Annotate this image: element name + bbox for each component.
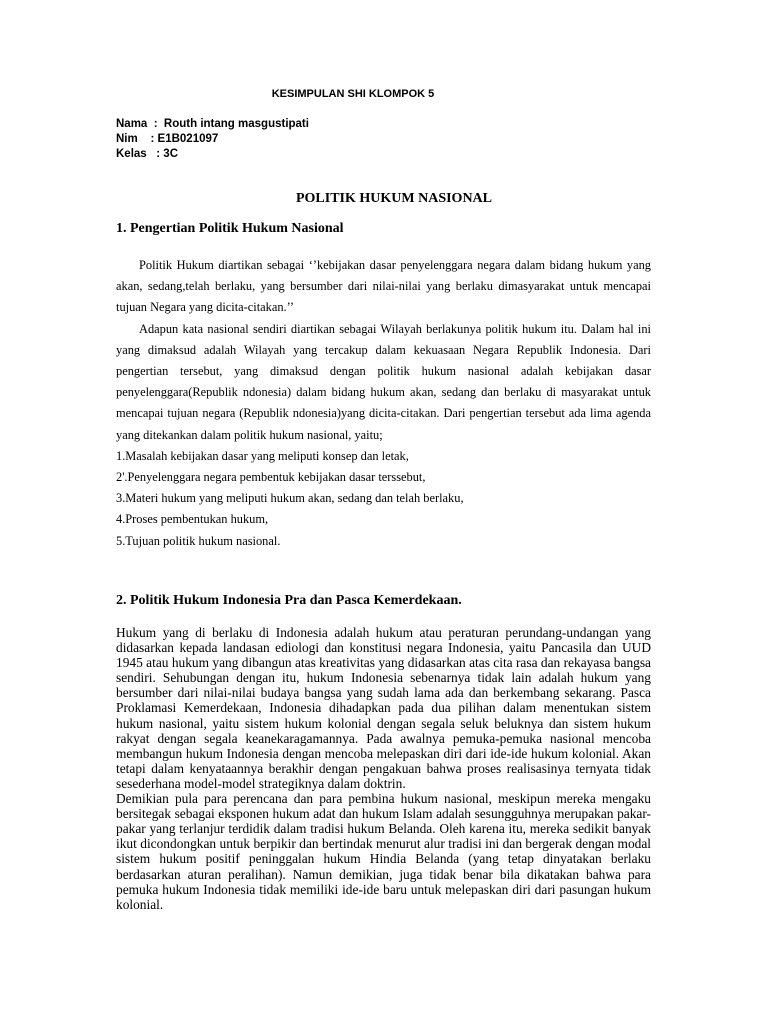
section2-paragraph: Hukum yang di berlaku di Indonesia adalah hukum atau peraturan perundang-undangan yang didasarkan kepada landasan ediologi dan konstitusi negara Indonesia, yaitu Pancasila dan UUD 1945 atau hukum yang dibangun atas kreativitas yang didasarkan atas cita rasa dan rekayasa bangsa sendiri. Sehubungan dengan itu, hukum Indonesia sebenarnya tidak lain adalah hukum yang bersumber dari nilai-nilai budaya bangsa yang sudah lama ada dan berkembang sekarang. Pasca Proklamasi Kemerdekaan, Indonesia dihadapkan pada dua pilihan dalam menentukan sistem hukum nasional, yaitu sistem hukum kolonial dengan segala seluk beluknya dan sistem hukum rakyat dengan segala keanekaragamannya. Pada awalnya pemuka-pemuka nasional mencoba membangun hukum Indonesia dengan mencoba melepaskan diri dari ide-ide hukum kolonial. Akan tetapi dalam kenyataannya berakhir dengan pengakuan bahwa proses realisasinya ternyata tidak sesederhana model-model strategiknya dalam doktrin. xyxy=(116,625,651,791)
section1-heading: 1. Pengertian Politik Hukum Nasional xyxy=(116,221,344,236)
document-title: KESIMPULAN SHI KLOMPOK 5 xyxy=(271,88,435,100)
main-title: POLITIK HUKUM NASIONAL xyxy=(295,191,493,206)
section1-body xyxy=(116,255,651,552)
list-item: 4.Proses pembentukan hukum, xyxy=(116,512,269,527)
section2-heading: 2. Politik Hukum Indonesia Pra dan Pasca Kemerdekaan. xyxy=(116,593,462,608)
author-name: Nama : Routh intang masgustipati xyxy=(116,118,309,130)
section2-body xyxy=(116,625,651,912)
list-item: 1.Masalah kebijakan dasar yang meliputi konsep dan letak, xyxy=(116,448,409,463)
list-item: 5.Tujuan politik hukum nasional. xyxy=(116,533,281,548)
section2-paragraph: Demikian pula para perencana dan para pembina hukum nasional, meskipun mereka mengaku bersitegak sebagai eksponen hukum adat dan hukum Islam adalah sesungguhnya merupakan pakar-pakar yang terlanjur terdidik dalam tradisi hukum Belanda. Oleh karena itu, mereka sedikit banyak ikut dicondongkan untuk berpikir dan bertindak menurut alur tradisi ini dan bergerak dengan modal sistem hukum positif peninggalan hukum Hindia Belanda (yang tetap dinyatakan berlaku berdasarkan aturan peralihan). Namun demikian, juga tidak benar bila dikatakan bahwa para pemuka hukum Indonesia tidak memiliki ide-ide baru untuk melepaskan diri dari pasungan hukum kolonial. xyxy=(116,791,651,912)
author-nim: Nim : E1B021097 xyxy=(116,133,219,145)
list-item: 3.Materi hukum yang meliputi hukum akan, sedang dan telah berlaku, xyxy=(116,491,464,506)
author-info xyxy=(116,117,309,162)
author-class: Kelas : 3C xyxy=(116,148,178,160)
section1-paragraph: Adapun kata nasional sendiri diartikan sebagai Wilayah berlakunya politik hukum itu. Dalam hal ini yang dimaksud adalah Wilayah yang tercakup dalam kekuasaan Negara Republik Indonesia. Dari pengertian tersebut, yang dimaksud dengan politik hukum nasional adalah kebijakan dasar penyelenggara(Republik ndonesia) dalam bidang hukum akan, sedang dan berlaku di masyarakat untuk mencapai tujuan negara (Republik ndonesia)yang dicita-citakan. Dari pengertian tersebut ada lima agenda yang ditekankan dalam politik hukum nasional, yaitu; xyxy=(116,321,651,442)
list-item: 2'.Penyelenggara negara pembentuk kebijakan dasar terssebut, xyxy=(116,470,426,485)
section1-paragraph: Politik Hukum diartikan sebagai ‘’kebijakan dasar penyelenggara negara dalam bidang hukum yang akan, sedang,telah berlaku, yang bersumber dari nilai-nilai yang berlaku dimasyarakat untuk mencapai tujuan Negara yang dicita-citakan.’’ xyxy=(116,258,651,315)
